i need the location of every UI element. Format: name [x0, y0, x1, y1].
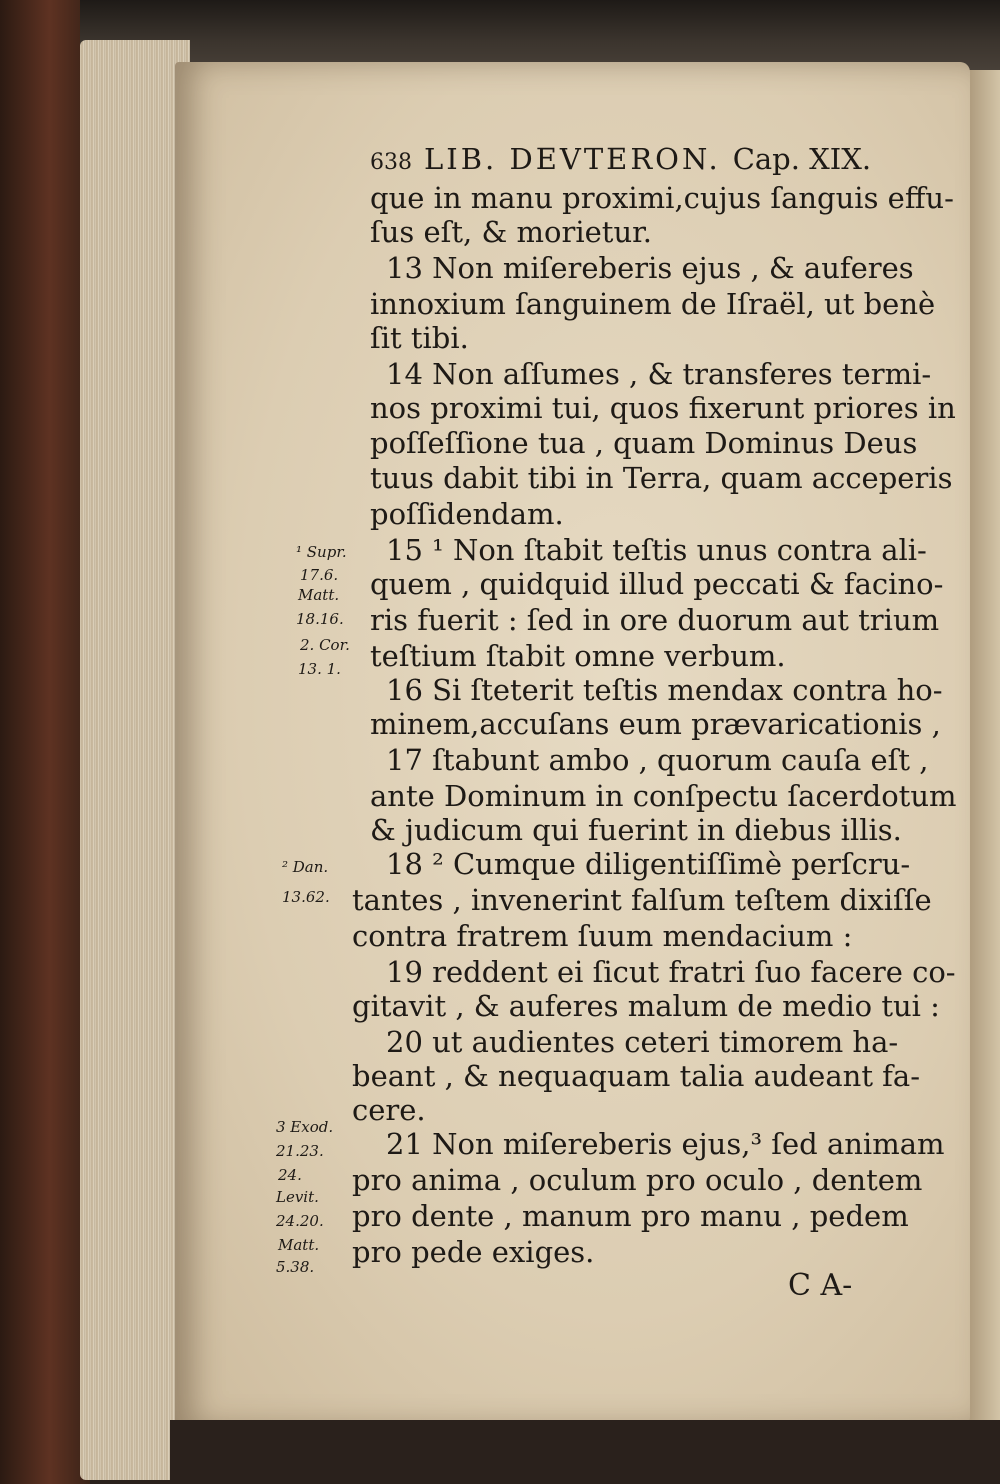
- text-line: nos proximi tui, quos fixerunt priores in: [370, 391, 956, 425]
- margin-note: 2. Cor.: [300, 636, 350, 654]
- text-line: cere.: [352, 1093, 426, 1127]
- book-cover-left: [0, 0, 90, 1484]
- margin-note: Matt.: [278, 1236, 320, 1254]
- margin-note: 18.16.: [296, 610, 344, 628]
- margin-note: Levit.: [276, 1188, 319, 1206]
- margin-note: 5.38.: [276, 1258, 315, 1276]
- margin-note: 13.62.: [282, 888, 330, 906]
- chapter-label: Cap. XIX.: [732, 142, 872, 176]
- margin-note: ¹ Supr.: [296, 543, 347, 561]
- text-line: pro dente , manum pro manu , pedem: [352, 1199, 909, 1233]
- text-line: innoxium ſanguinem de Iſraël, ut benè: [370, 287, 936, 321]
- text-line: minem,accuſans eum prævaricationis ,: [370, 707, 941, 741]
- text-line: ſus eſt, & morietur.: [370, 215, 653, 249]
- text-line: pro pede exiges.: [352, 1235, 595, 1269]
- margin-note: ² Dan.: [282, 858, 329, 876]
- margin-note: 24.20.: [276, 1212, 324, 1230]
- background-bottom: [170, 1420, 1000, 1484]
- text-line: poſſeſſione tua , quam Dominus Deus: [370, 426, 918, 460]
- text-line: que in manu proximi,cujus ſanguis effu-: [370, 181, 954, 215]
- margin-note: 21.23.: [276, 1142, 324, 1160]
- text-line: ante Dominum in conſpectu ſacerdotum: [370, 779, 957, 813]
- page-number: 638: [370, 150, 412, 175]
- text-line: 15 ¹ Non ſtabit teſtis unus contra ali-: [386, 533, 927, 567]
- catchword: C A-: [788, 1268, 853, 1303]
- text-line: tantes , invenerint falſum teſtem dixiſſe: [352, 883, 932, 917]
- text-line: ris fuerit : ſed in ore duorum aut trium: [370, 603, 940, 637]
- margin-note: 13. 1.: [298, 660, 341, 678]
- text-line: 17 ſtabunt ambo , quorum cauſa eſt ,: [386, 743, 929, 777]
- text-line: teſtium ſtabit omne verbum.: [370, 639, 786, 673]
- text-line: beant , & nequaquam talia audeant fa-: [352, 1059, 921, 1093]
- text-line: 19 reddent ei ſicut fratri ſuo facere co-: [386, 955, 956, 989]
- page-edges: [80, 40, 190, 1480]
- running-header: [370, 142, 890, 176]
- text-line: & judicum qui fuerint in diebus illis.: [370, 813, 902, 847]
- text-line: 13 Non miſereberis ejus , & auferes: [386, 251, 914, 285]
- running-head: LIB. DEVTERON.: [424, 142, 721, 176]
- margin-note: Matt.: [298, 586, 340, 604]
- text-line: 18 ² Cumque diligentiſſimè perſcru-: [386, 847, 911, 881]
- text-line: pro anima , oculum pro oculo , dentem: [352, 1163, 923, 1197]
- text-line: quem , quidquid illud peccati & facino-: [370, 567, 944, 601]
- text-line: poſſidendam.: [370, 497, 564, 531]
- margin-note: 17.6.: [300, 566, 339, 584]
- text-line: ſit tibi.: [370, 321, 469, 355]
- text-line: gitavit , & auferes malum de medio tui :: [352, 989, 940, 1023]
- margin-note: 3 Exod.: [276, 1118, 334, 1136]
- text-line: 16 Si ſteterit teſtis mendax contra ho-: [386, 673, 943, 707]
- next-page-edge: [965, 70, 1000, 1425]
- text-line: 20 ut audientes ceteri timorem ha-: [386, 1025, 899, 1059]
- text-line: 14 Non aſſumes , & transferes termi-: [386, 357, 932, 391]
- text-line: 21 Non miſereberis ejus,³ ſed animam: [386, 1127, 945, 1161]
- text-line: contra fratrem ſuum mendacium :: [352, 919, 853, 953]
- text-line: tuus dabit tibi in Terra, quam acceperis: [370, 461, 953, 495]
- margin-note: 24.: [278, 1166, 302, 1184]
